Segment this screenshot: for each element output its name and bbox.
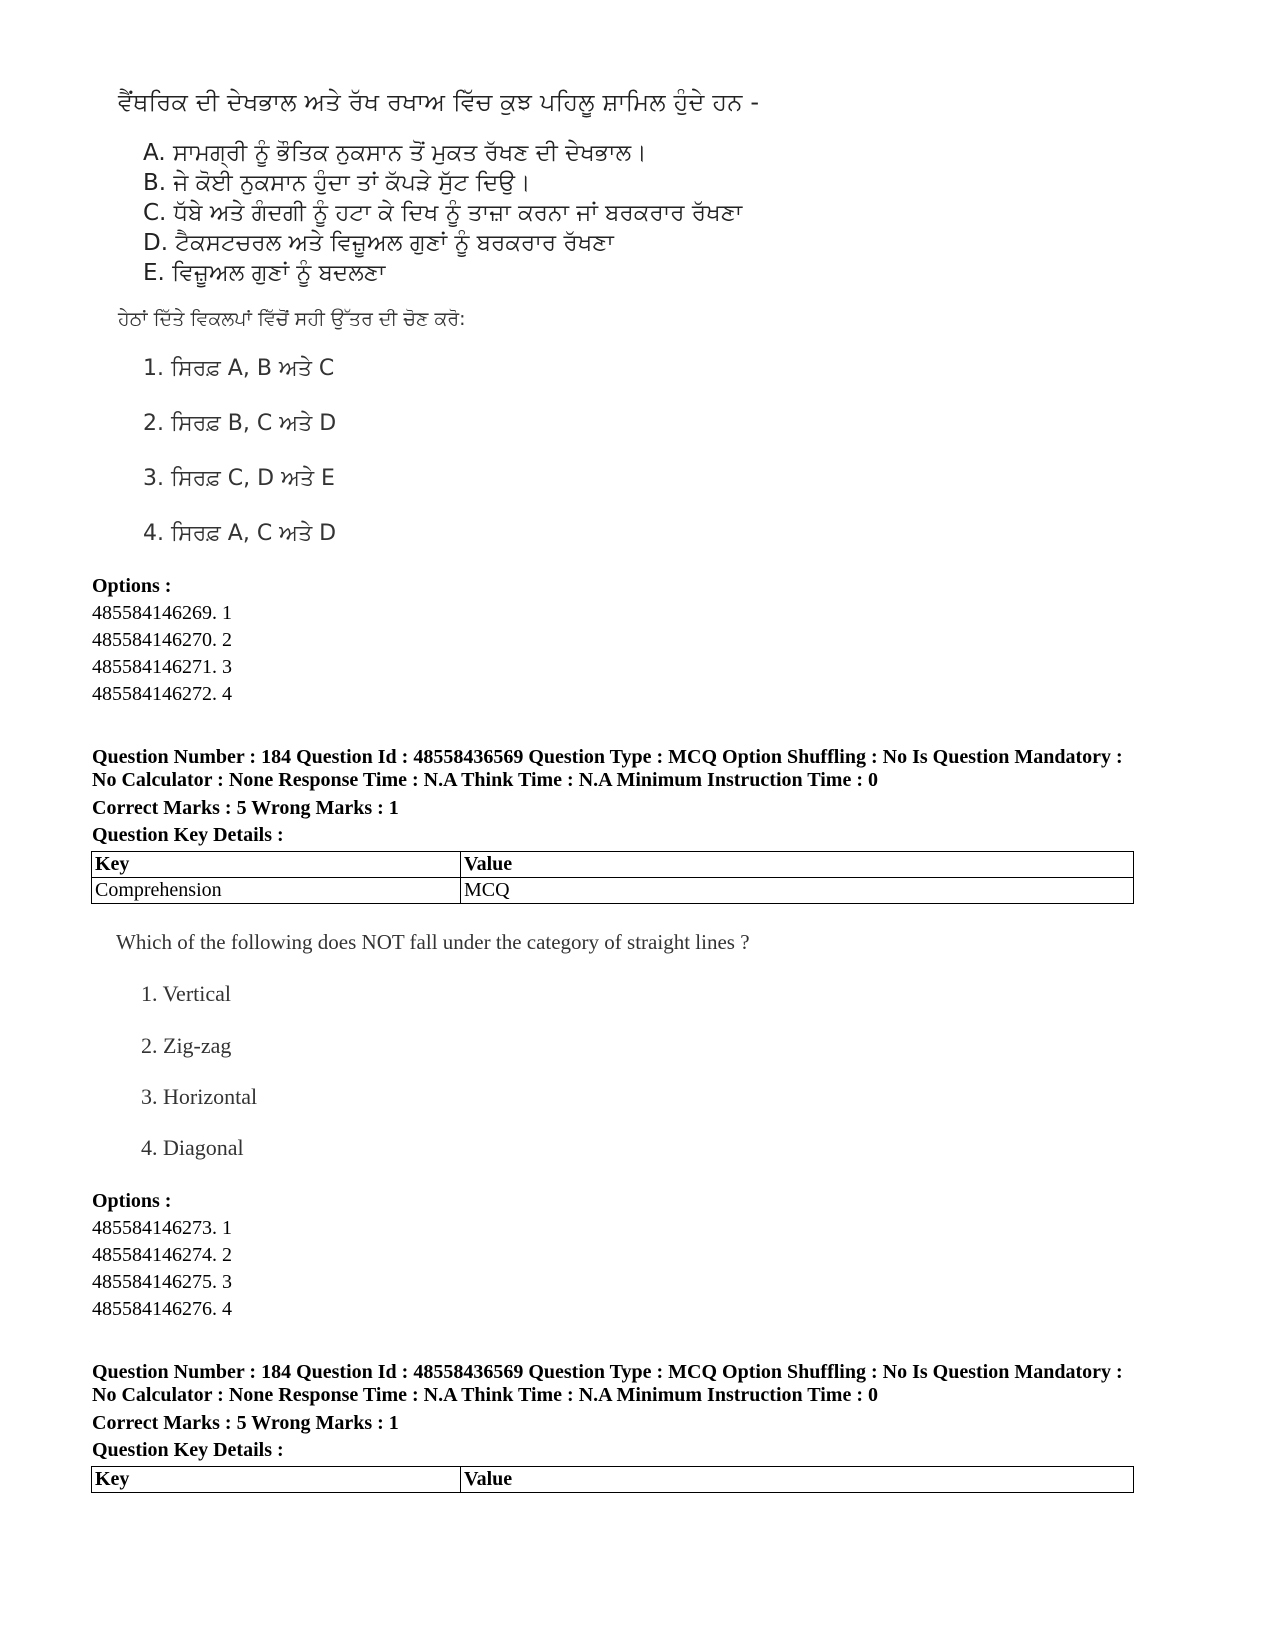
q1-option-3: 485584146271. 3 <box>92 656 232 678</box>
table-cell-value: MCQ <box>461 878 1134 904</box>
q1-choice-4: 4. ਸਿਰਫ਼ A, C ਅਤੇ D <box>143 521 337 546</box>
table-header-value: Value <box>461 1467 1134 1493</box>
q1-item-b: B. ਜੇ ਕੋਈ ਨੁਕਸਾਨ ਹੁੰਦਾ ਤਾਂ ਕੱਪੜੇ ਸੁੱਟ ਦਿਉ। <box>143 170 531 196</box>
q1-item-d: D. ਟੈਕਸਟਚਰਲ ਅਤੇ ਵਿਜ਼ੂਅਲ ਗੁਣਾਂ ਨੂੰ ਬਰਕਰਾਰ ਰੱਖਣਾ <box>143 230 614 256</box>
table-header-row <box>92 852 1134 878</box>
q3-key-table <box>91 1466 1134 1493</box>
q3-marks: Correct Marks : 5 Wrong Marks : 1 <box>92 1412 399 1434</box>
q3-meta-line-1: Question Number : 184 Question Id : 48558436569 Question Type : MCQ Option Shuffling : No Is Question Mandatory : <box>92 1361 1123 1383</box>
q2-option-2: 485584146274. 2 <box>92 1244 232 1266</box>
q2-choice-4: 4. Diagonal <box>141 1135 244 1160</box>
q2-meta-line-1: Question Number : 184 Question Id : 48558436569 Question Type : MCQ Option Shuffling : No Is Question Mandatory : <box>92 746 1123 768</box>
q3-meta-line-2: No Calculator : None Response Time : N.A Think Time : N.A Minimum Instruction Time : 0 <box>92 1384 878 1406</box>
q2-key-table <box>91 851 1134 904</box>
q1-choice-2: 2. ਸਿਰਫ਼ B, C ਅਤੇ D <box>143 411 337 436</box>
q2-options-label: Options : <box>92 1190 172 1212</box>
q2-choice-2: 2. Zig-zag <box>141 1033 232 1058</box>
q1-option-2: 485584146270. 2 <box>92 629 232 651</box>
table-row <box>92 878 1134 904</box>
table-header-row <box>92 1467 1134 1493</box>
q2-option-4: 485584146276. 4 <box>92 1298 232 1320</box>
q2-choice-3: 3. Horizontal <box>141 1084 258 1109</box>
q1-item-c: C. ਧੱਬੇ ਅਤੇ ਗੰਦਗੀ ਨੂੰ ਹਟਾ ਕੇ ਦਿਖ ਨੂੰ ਤਾਜ਼ਾ ਕਰਨਾ ਜਾਂ ਬਰਕਰਾਰ ਰੱਖਣਾ <box>143 200 743 226</box>
q2-key-details-label: Question Key Details : <box>92 824 284 846</box>
q1-choice-3: 3. ਸਿਰਫ਼ C, D ਅਤੇ E <box>143 466 335 491</box>
q1-item-e: E. ਵਿਜ਼ੂਅਲ ਗੁਣਾਂ ਨੂੰ ਬਦਲਣਾ <box>143 260 386 286</box>
q1-instruction: ਹੇਠਾਂ ਦਿੱਤੇ ਵਿਕਲਪਾਂ ਵਿੱਚੋਂ ਸਹੀ ਉੱਤਰ ਦੀ ਚੋਣ ਕਰੋ: <box>118 308 466 330</box>
q2-option-1: 485584146273. 1 <box>92 1217 232 1239</box>
q1-option-4: 485584146272. 4 <box>92 683 232 705</box>
table-header-key: Key <box>92 1467 461 1493</box>
q3-key-details-label: Question Key Details : <box>92 1439 284 1461</box>
q1-option-1: 485584146269. 1 <box>92 602 232 624</box>
table-cell-key: Comprehension <box>92 878 461 904</box>
q2-choice-1: 1. Vertical <box>141 981 232 1006</box>
q1-item-a: A. ਸਾਮਗ੍ਰੀ ਨੂੰ ਭੌਤਿਕ ਨੁਕਸਾਨ ਤੋਂ ਮੁਕਤ ਰੱਖਣ ਦੀ ਦੇਖਭਾਲ। <box>143 140 647 166</box>
q1-stem: ਵੈਂਥਰਿਕ ਦੀ ਦੇਖਭਾਲ ਅਤੇ ਰੱਖ ਰਖਾਅ ਵਿੱਚ ਕੁਝ ਪਹਿਲੂ ਸ਼ਾਮਿਲ ਹੁੰਦੇ ਹਨ - <box>118 88 760 116</box>
table-header-key: Key <box>92 852 461 878</box>
q2-stem: Which of the following does NOT fall under the category of straight lines ? <box>116 930 750 954</box>
q2-option-3: 485584146275. 3 <box>92 1271 232 1293</box>
q2-meta-line-2: No Calculator : None Response Time : N.A Think Time : N.A Minimum Instruction Time : 0 <box>92 769 878 791</box>
q1-choice-1: 1. ਸਿਰਫ਼ A, B ਅਤੇ C <box>143 356 335 381</box>
q2-marks: Correct Marks : 5 Wrong Marks : 1 <box>92 797 399 819</box>
table-header-value: Value <box>461 852 1134 878</box>
q1-options-label: Options : <box>92 575 172 597</box>
